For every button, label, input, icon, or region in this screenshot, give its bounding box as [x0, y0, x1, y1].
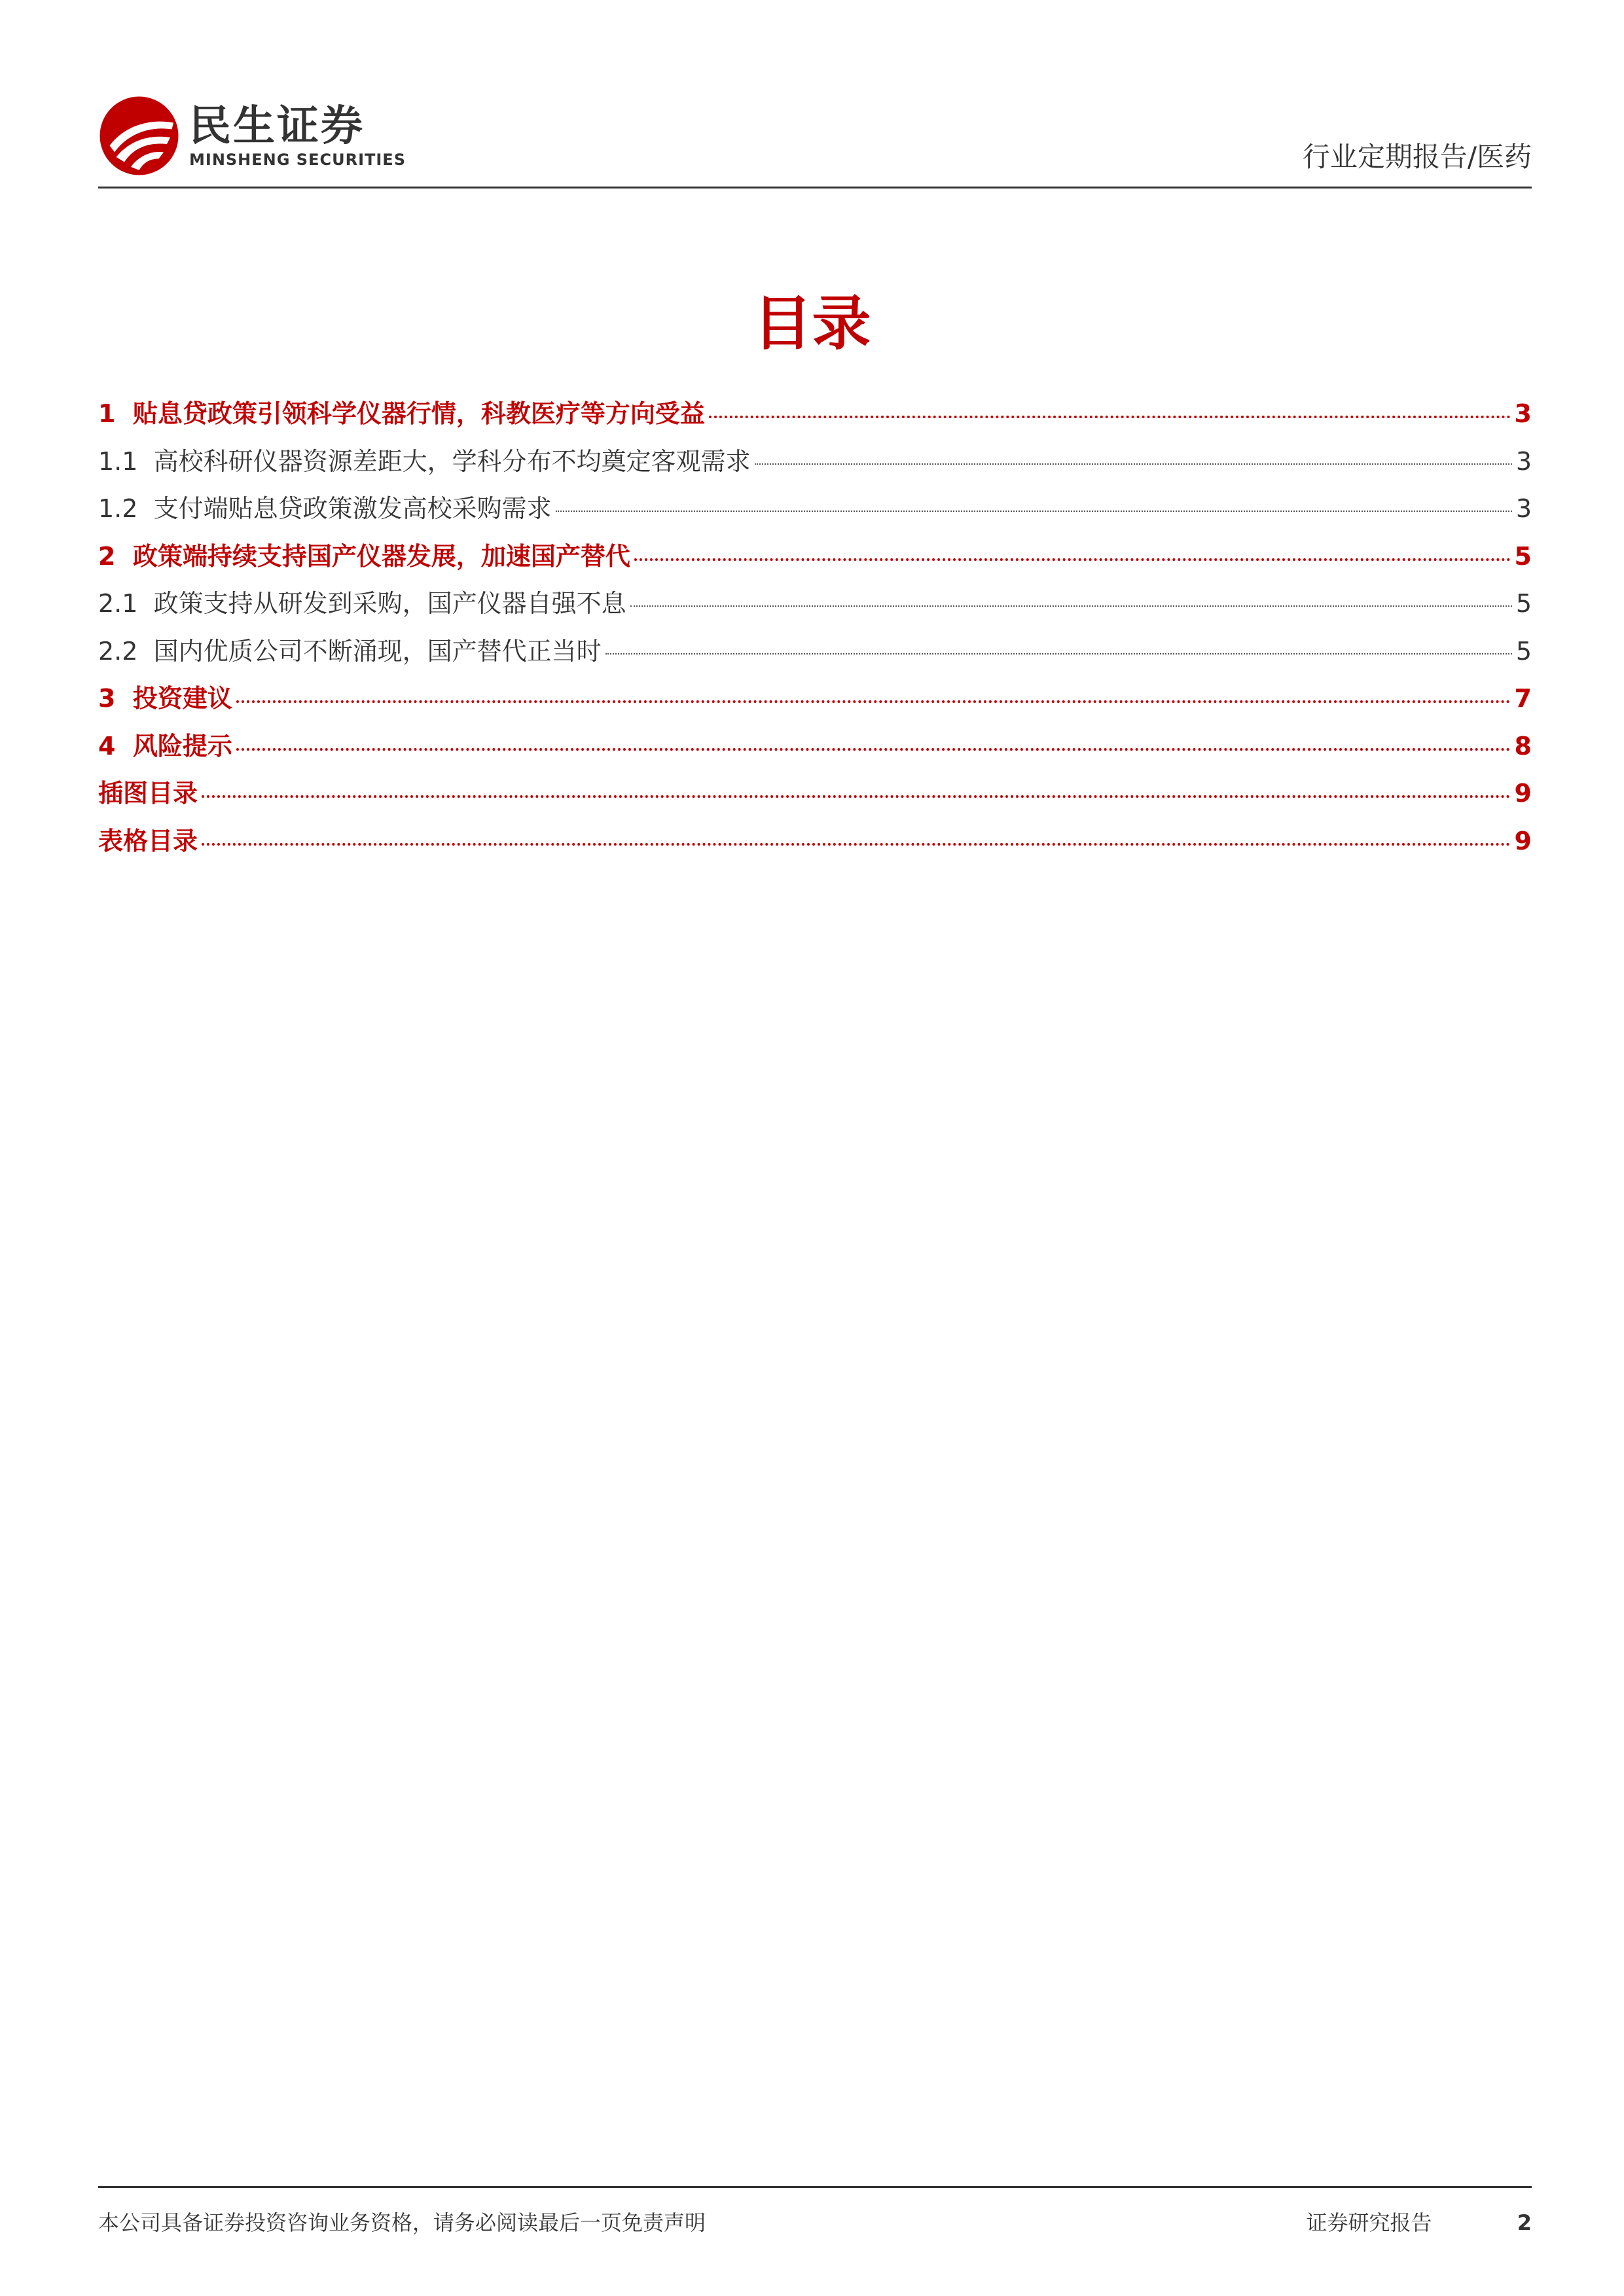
toc-entry-tables[interactable] — [98, 817, 1532, 865]
toc-entry-number: 1.1 — [98, 446, 138, 476]
toc-leader-dots — [605, 653, 1512, 655]
toc-leader-dots — [236, 700, 1511, 703]
toc-entry-3[interactable] — [98, 675, 1532, 723]
toc-entry-title: 政策支持从研发到采购，国产仪器自强不息 — [153, 589, 626, 618]
footer-right — [1307, 2206, 1532, 2236]
footer-doc-label: 证券研究报告 — [1306, 2210, 1432, 2235]
toc-entry-1-2[interactable] — [98, 485, 1532, 533]
toc-entry-number: 1 — [98, 399, 116, 428]
toc-entry-title: 插图目录 — [98, 779, 198, 808]
toc-entry-title: 政策端持续支持国产仪器发展，加速国产替代 — [132, 541, 630, 571]
toc-entry-page: 3 — [1515, 446, 1532, 476]
toc-entry-page: 7 — [1514, 684, 1532, 713]
toc-leader-dots — [556, 511, 1512, 512]
toc-leader-dots — [634, 558, 1511, 561]
footer-page-number: 2 — [1517, 2210, 1532, 2235]
toc-leader-dots — [709, 416, 1511, 418]
toc-entry-1-1[interactable] — [98, 438, 1532, 486]
toc-entry-title: 国内优质公司不断涌现，国产替代正当时 — [153, 636, 602, 666]
table-of-contents — [98, 390, 1532, 865]
toc-entry-page: 9 — [1514, 779, 1532, 808]
toc-entry-2-2[interactable] — [98, 628, 1532, 675]
toc-leader-dots — [202, 843, 1511, 846]
toc-entry-page: 8 — [1514, 731, 1532, 761]
toc-entry-2-1[interactable] — [98, 580, 1532, 628]
toc-entry-number: 1.2 — [98, 494, 138, 523]
toc-entry-page: 3 — [1514, 399, 1532, 428]
toc-entry-number: 3 — [98, 684, 116, 713]
toc-entry-2[interactable] — [98, 533, 1532, 581]
minsheng-logo-icon — [98, 95, 180, 177]
toc-entry-page: 5 — [1515, 636, 1532, 666]
toc-entry-4[interactable] — [98, 723, 1532, 770]
toc-entry-number: 2.2 — [98, 636, 138, 666]
toc-entry-page: 5 — [1514, 541, 1532, 571]
toc-entry-number: 2 — [98, 541, 116, 571]
toc-leader-dots — [630, 605, 1512, 607]
toc-entry-page: 5 — [1515, 589, 1532, 618]
company-logo — [98, 95, 406, 177]
logo-chinese-name: 民生证券 — [189, 101, 365, 151]
toc-entry-page: 9 — [1514, 826, 1532, 855]
toc-leader-dots — [236, 748, 1511, 751]
toc-entry-title: 风险提示 — [132, 731, 232, 761]
toc-entry-number: 4 — [98, 731, 116, 761]
footer-disclaimer: 本公司具备证券投资咨询业务资格，请务必阅读最后一页免责声明 — [98, 2210, 706, 2235]
toc-entry-number: 2.1 — [98, 589, 138, 618]
toc-entry-1[interactable] — [98, 390, 1532, 438]
toc-entry-figures[interactable] — [98, 770, 1532, 817]
page-header — [98, 92, 1532, 188]
toc-entry-title: 投资建议 — [132, 684, 232, 713]
toc-leader-dots — [202, 795, 1511, 798]
toc-entry-title: 支付端贴息贷政策激发高校采购需求 — [153, 494, 552, 523]
toc-entry-title: 高校科研仪器资源差距大，学科分布不均奠定客观需求 — [153, 446, 751, 476]
report-type-label: 行业定期报告/医药 — [1302, 141, 1532, 173]
toc-entry-title: 贴息贷政策引领科学仪器行情，科教医疗等方向受益 — [132, 399, 705, 428]
page-footer — [98, 2186, 1532, 2240]
toc-entry-title: 表格目录 — [98, 826, 198, 855]
toc-title: 目录 — [753, 289, 871, 358]
toc-entry-page: 3 — [1515, 494, 1532, 523]
toc-leader-dots — [755, 463, 1512, 465]
logo-english-name: MINSHENG SECURITIES — [189, 150, 406, 169]
